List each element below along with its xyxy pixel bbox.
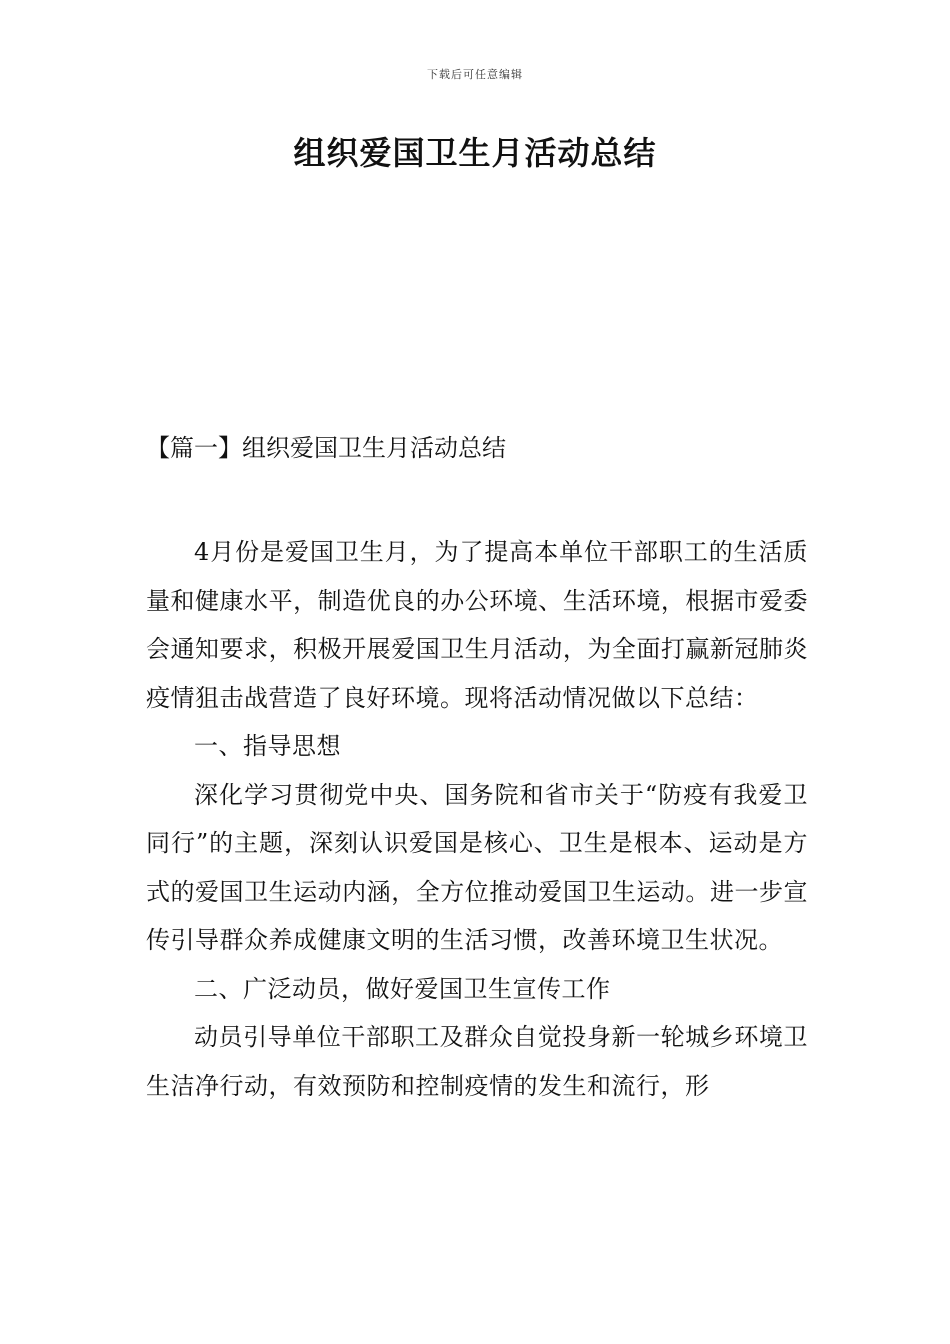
paragraph-intro: 4月份是爱国卫生月，为了提高本单位干部职工的生活质量和健康水平，制造优良的办公环境、生活环境，根据市爱委会通知要求，积极开展爱国卫生月活动，为全面打赢新冠肺炎疫情狙击战营造了良好环境。现将活动情况做以下总结： xyxy=(146,538,808,712)
document-title: 组织爱国卫生月活动总结 xyxy=(293,134,657,172)
paragraph-heading-guiding-thought: 一、指导思想 xyxy=(194,732,341,760)
paragraph-heading-mobilization: 二、广泛动员，做好爱国卫生宣传工作 xyxy=(194,974,611,1003)
section-heading: 【篇一】组织爱国卫生月活动总结 xyxy=(146,434,506,462)
paragraph-guiding-thought: 深化学习贯彻党中央、国务院和省市关于“防疫有我爱卫同行”的主题，深刻认识爱国是核心、卫生是根本、运动是方式的爱国卫生运动内涵，全方位推动爱国卫生运动。进一步宣传引导群众养成健康文明的生活习惯，改善环境卫生状况。 xyxy=(146,780,808,954)
header-note: 下载后可任意编辑 xyxy=(427,68,523,81)
document-body xyxy=(146,528,808,1110)
paragraph-mobilization: 动员引导单位干部职工及群众自觉投身新一轮城乡环境卫生洁净行动，有效预防和控制疫情的发生和流行，形 xyxy=(146,1023,808,1100)
